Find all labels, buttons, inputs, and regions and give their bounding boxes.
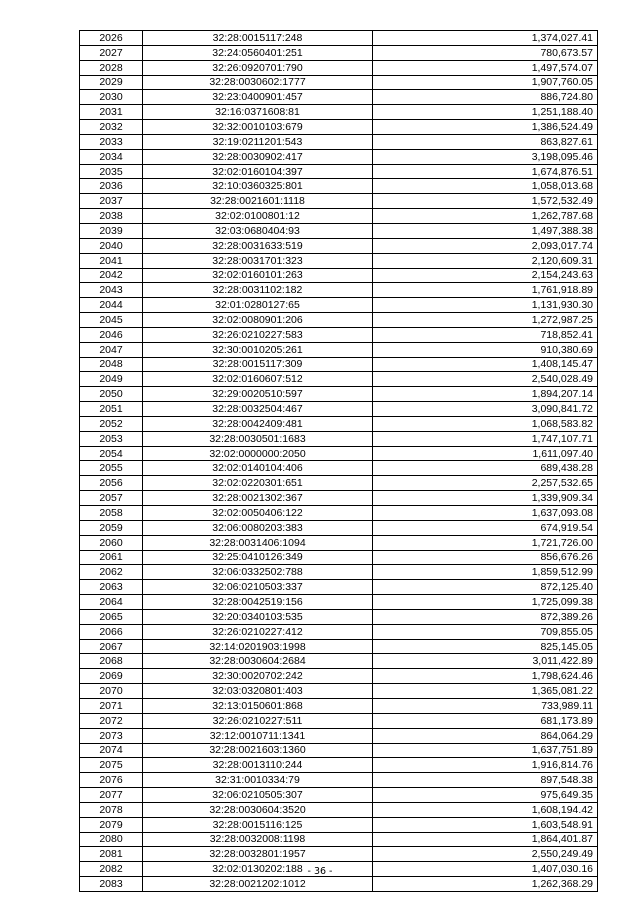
amount-cell: 2,154,243.63 (373, 268, 598, 283)
amount-cell: 1,674,876.51 (373, 164, 598, 179)
amount-cell: 1,603,548.91 (373, 817, 598, 832)
table-row (80, 758, 598, 773)
amount-cell: 2,257,532.65 (373, 476, 598, 491)
amount-cell: 689,438.28 (373, 461, 598, 476)
row-number-cell: 2078 (80, 802, 143, 817)
parcel-number-cell: 32:28:0042409:481 (143, 416, 373, 431)
parcel-number-cell: 32:13:0150601:868 (143, 698, 373, 713)
row-number-cell: 2081 (80, 847, 143, 862)
amount-cell: 1,262,787.68 (373, 209, 598, 224)
row-number-cell: 2083 (80, 877, 143, 892)
row-number-cell: 2077 (80, 788, 143, 803)
parcel-number-cell: 32:28:0021603:1360 (143, 743, 373, 758)
table-row (80, 209, 598, 224)
amount-cell: 1,408,145.47 (373, 357, 598, 372)
amount-cell: 1,272,987.25 (373, 313, 598, 328)
row-number-cell: 2066 (80, 624, 143, 639)
amount-cell: 910,380.69 (373, 342, 598, 357)
table-row (80, 313, 598, 328)
parcel-number-cell: 32:28:0031633:519 (143, 238, 373, 253)
table-row (80, 713, 598, 728)
parcel-number-cell: 32:28:0031102:182 (143, 283, 373, 298)
table-row (80, 238, 598, 253)
table-row (80, 179, 598, 194)
amount-cell: 897,548.38 (373, 773, 598, 788)
parcel-number-cell: 32:28:0015117:309 (143, 357, 373, 372)
parcel-number-cell: 32:28:0031701:323 (143, 253, 373, 268)
table-row (80, 149, 598, 164)
amount-cell: 1,721,726.00 (373, 535, 598, 550)
amount-cell: 864,064.29 (373, 728, 598, 743)
table-row (80, 535, 598, 550)
parcel-number-cell: 32:02:0140104:406 (143, 461, 373, 476)
parcel-number-cell: 32:30:0010205:261 (143, 342, 373, 357)
table-body (80, 31, 598, 892)
amount-cell: 1,608,194.42 (373, 802, 598, 817)
table-row (80, 580, 598, 595)
parcel-number-cell: 32:02:0080901:206 (143, 313, 373, 328)
parcel-number-cell: 32:06:0210505:307 (143, 788, 373, 803)
row-number-cell: 2067 (80, 639, 143, 654)
table-row (80, 476, 598, 491)
parcel-number-cell: 32:19:0211201:543 (143, 134, 373, 149)
table-row (80, 506, 598, 521)
row-number-cell: 2080 (80, 832, 143, 847)
parcel-number-cell: 32:29:0020510:597 (143, 387, 373, 402)
table-row (80, 743, 598, 758)
parcel-number-cell: 32:28:0015117:248 (143, 31, 373, 46)
row-number-cell: 2030 (80, 90, 143, 105)
amount-cell: 681,173.89 (373, 713, 598, 728)
row-number-cell: 2044 (80, 298, 143, 313)
table-row (80, 105, 598, 120)
amount-cell: 3,011,422.89 (373, 654, 598, 669)
row-number-cell: 2073 (80, 728, 143, 743)
row-number-cell: 2068 (80, 654, 143, 669)
parcel-number-cell: 32:28:0031406:1094 (143, 535, 373, 550)
row-number-cell: 2037 (80, 194, 143, 209)
row-number-cell: 2050 (80, 387, 143, 402)
parcel-number-cell: 32:28:0030902:417 (143, 149, 373, 164)
table-row (80, 164, 598, 179)
amount-cell: 1,497,388.38 (373, 223, 598, 238)
row-number-cell: 2048 (80, 357, 143, 372)
amount-cell: 718,852.41 (373, 327, 598, 342)
row-number-cell: 2055 (80, 461, 143, 476)
table-row (80, 773, 598, 788)
amount-cell: 825,145.05 (373, 639, 598, 654)
row-number-cell: 2045 (80, 313, 143, 328)
row-number-cell: 2079 (80, 817, 143, 832)
table-row (80, 283, 598, 298)
parcel-number-cell: 32:23:0400901:457 (143, 90, 373, 105)
table-row (80, 90, 598, 105)
row-number-cell: 2058 (80, 506, 143, 521)
row-number-cell: 2053 (80, 431, 143, 446)
amount-cell: 2,540,028.49 (373, 372, 598, 387)
parcel-number-cell: 32:26:0210227:511 (143, 713, 373, 728)
parcel-number-cell: 32:02:0160607:512 (143, 372, 373, 387)
amount-cell: 975,649.35 (373, 788, 598, 803)
parcel-number-cell: 32:24:0560401:251 (143, 45, 373, 60)
table-row (80, 624, 598, 639)
amount-cell: 856,676.26 (373, 550, 598, 565)
row-number-cell: 2052 (80, 416, 143, 431)
parcel-number-cell: 32:28:0030604:2684 (143, 654, 373, 669)
parcel-number-cell: 32:26:0210227:412 (143, 624, 373, 639)
table-row (80, 268, 598, 283)
row-number-cell: 2031 (80, 105, 143, 120)
table-row (80, 639, 598, 654)
amount-cell: 1,859,512.99 (373, 565, 598, 580)
table-row (80, 372, 598, 387)
amount-cell: 1,131,930.30 (373, 298, 598, 313)
row-number-cell: 2033 (80, 134, 143, 149)
table-row (80, 877, 598, 892)
amount-cell: 2,550,249.49 (373, 847, 598, 862)
parcel-number-cell: 32:03:0320801:403 (143, 684, 373, 699)
amount-cell: 1,637,093.08 (373, 506, 598, 521)
parcel-number-cell: 32:16:0371608:81 (143, 105, 373, 120)
table-row (80, 402, 598, 417)
row-number-cell: 2069 (80, 669, 143, 684)
parcel-number-cell: 32:14:0201903:1998 (143, 639, 373, 654)
amount-cell: 1,068,583.82 (373, 416, 598, 431)
row-number-cell: 2040 (80, 238, 143, 253)
parcel-number-cell: 32:02:0000000:2050 (143, 446, 373, 461)
table-row (80, 698, 598, 713)
amount-cell: 2,093,017.74 (373, 238, 598, 253)
parcel-number-cell: 32:06:0332502:788 (143, 565, 373, 580)
table-row (80, 342, 598, 357)
parcel-number-cell: 32:28:0030602:1777 (143, 75, 373, 90)
row-number-cell: 2038 (80, 209, 143, 224)
amount-cell: 1,339,909.34 (373, 491, 598, 506)
parcel-number-cell: 32:03:0680404:93 (143, 223, 373, 238)
row-number-cell: 2054 (80, 446, 143, 461)
amount-cell: 733,989.11 (373, 698, 598, 713)
amount-cell: 1,497,574.07 (373, 60, 598, 75)
table-row (80, 728, 598, 743)
parcel-number-cell: 32:02:0160104:397 (143, 164, 373, 179)
row-number-cell: 2074 (80, 743, 143, 758)
row-number-cell: 2059 (80, 520, 143, 535)
amount-cell: 1,637,751.89 (373, 743, 598, 758)
row-number-cell: 2035 (80, 164, 143, 179)
row-number-cell: 2061 (80, 550, 143, 565)
table-row (80, 595, 598, 610)
row-number-cell: 2041 (80, 253, 143, 268)
amount-cell: 1,407,030.16 (373, 862, 598, 877)
table-row (80, 832, 598, 847)
parcel-number-cell: 32:20:0340103:535 (143, 609, 373, 624)
table-row (80, 669, 598, 684)
parcel-number-cell: 32:28:0015116:125 (143, 817, 373, 832)
row-number-cell: 2027 (80, 45, 143, 60)
table-row (80, 847, 598, 862)
parcel-number-cell: 32:30:0020702:242 (143, 669, 373, 684)
parcel-number-cell: 32:06:0210503:337 (143, 580, 373, 595)
parcel-number-cell: 32:25:0410126:349 (143, 550, 373, 565)
table-row (80, 461, 598, 476)
row-number-cell: 2062 (80, 565, 143, 580)
table-row (80, 134, 598, 149)
table-row (80, 31, 598, 46)
parcel-number-cell: 32:32:0010103:679 (143, 120, 373, 135)
table-row (80, 520, 598, 535)
amount-cell: 1,374,027.41 (373, 31, 598, 46)
row-number-cell: 2028 (80, 60, 143, 75)
parcel-table (79, 30, 598, 892)
amount-cell: 1,725,099.38 (373, 595, 598, 610)
amount-cell: 3,198,095.46 (373, 149, 598, 164)
amount-cell: 872,389.26 (373, 609, 598, 624)
amount-cell: 780,673.57 (373, 45, 598, 60)
row-number-cell: 2026 (80, 31, 143, 46)
row-number-cell: 2051 (80, 402, 143, 417)
amount-cell: 1,262,368.29 (373, 877, 598, 892)
row-number-cell: 2056 (80, 476, 143, 491)
row-number-cell: 2063 (80, 580, 143, 595)
amount-cell: 863,827.61 (373, 134, 598, 149)
parcel-number-cell: 32:02:0130202:188 (143, 862, 373, 877)
amount-cell: 1,916,814.76 (373, 758, 598, 773)
table-row (80, 357, 598, 372)
parcel-number-cell: 32:02:0100801:12 (143, 209, 373, 224)
table-row (80, 194, 598, 209)
table-row (80, 565, 598, 580)
parcel-number-cell: 32:28:0042519:156 (143, 595, 373, 610)
table-row (80, 684, 598, 699)
row-number-cell: 2043 (80, 283, 143, 298)
table-row (80, 298, 598, 313)
table-row (80, 327, 598, 342)
row-number-cell: 2082 (80, 862, 143, 877)
parcel-number-cell: 32:28:0030501:1683 (143, 431, 373, 446)
amount-cell: 872,125.40 (373, 580, 598, 595)
row-number-cell: 2060 (80, 535, 143, 550)
parcel-number-cell: 32:28:0032008:1198 (143, 832, 373, 847)
amount-cell: 3,090,841.72 (373, 402, 598, 417)
row-number-cell: 2065 (80, 609, 143, 624)
amount-cell: 674,919.54 (373, 520, 598, 535)
data-table-container (79, 30, 598, 892)
row-number-cell: 2032 (80, 120, 143, 135)
row-number-cell: 2029 (80, 75, 143, 90)
parcel-number-cell: 32:28:0021302:367 (143, 491, 373, 506)
amount-cell: 1,894,207.14 (373, 387, 598, 402)
parcel-number-cell: 32:12:0010711:1341 (143, 728, 373, 743)
table-row (80, 609, 598, 624)
amount-cell: 1,907,760.05 (373, 75, 598, 90)
table-row (80, 45, 598, 60)
parcel-number-cell: 32:02:0050406:122 (143, 506, 373, 521)
table-row (80, 431, 598, 446)
table-row (80, 817, 598, 832)
parcel-number-cell: 32:26:0920701:790 (143, 60, 373, 75)
table-row (80, 550, 598, 565)
table-row (80, 654, 598, 669)
row-number-cell: 2070 (80, 684, 143, 699)
parcel-number-cell: 32:01:0280127:65 (143, 298, 373, 313)
amount-cell: 1,058,013.68 (373, 179, 598, 194)
row-number-cell: 2071 (80, 698, 143, 713)
table-row (80, 253, 598, 268)
table-row (80, 223, 598, 238)
amount-cell: 1,864,401.87 (373, 832, 598, 847)
row-number-cell: 2046 (80, 327, 143, 342)
table-row (80, 416, 598, 431)
row-number-cell: 2047 (80, 342, 143, 357)
amount-cell: 1,251,188.40 (373, 105, 598, 120)
row-number-cell: 2064 (80, 595, 143, 610)
parcel-number-cell: 32:02:0160101:263 (143, 268, 373, 283)
amount-cell: 1,386,524.49 (373, 120, 598, 135)
table-row (80, 60, 598, 75)
parcel-number-cell: 32:28:0032801:1957 (143, 847, 373, 862)
parcel-number-cell: 32:28:0021601:1118 (143, 194, 373, 209)
parcel-number-cell: 32:28:0030604:3520 (143, 802, 373, 817)
table-row (80, 802, 598, 817)
table-row (80, 446, 598, 461)
parcel-number-cell: 32:28:0032504:467 (143, 402, 373, 417)
page-number: - 36 - (307, 866, 333, 877)
row-number-cell: 2034 (80, 149, 143, 164)
amount-cell: 1,365,081.22 (373, 684, 598, 699)
amount-cell: 709,855.05 (373, 624, 598, 639)
parcel-number-cell: 32:28:0021202:1012 (143, 877, 373, 892)
row-number-cell: 2072 (80, 713, 143, 728)
row-number-cell: 2036 (80, 179, 143, 194)
parcel-number-cell: 32:02:0220301:651 (143, 476, 373, 491)
row-number-cell: 2042 (80, 268, 143, 283)
amount-cell: 1,572,532.49 (373, 194, 598, 209)
table-row (80, 120, 598, 135)
row-number-cell: 2075 (80, 758, 143, 773)
amount-cell: 1,747,107.71 (373, 431, 598, 446)
table-row (80, 491, 598, 506)
table-row (80, 387, 598, 402)
amount-cell: 1,761,918.89 (373, 283, 598, 298)
parcel-number-cell: 32:31:0010334:79 (143, 773, 373, 788)
table-row (80, 75, 598, 90)
parcel-number-cell: 32:10:0360325:801 (143, 179, 373, 194)
amount-cell: 886,724.80 (373, 90, 598, 105)
row-number-cell: 2076 (80, 773, 143, 788)
parcel-number-cell: 32:06:0080203:383 (143, 520, 373, 535)
parcel-number-cell: 32:28:0013110:244 (143, 758, 373, 773)
row-number-cell: 2057 (80, 491, 143, 506)
amount-cell: 1,798,624.46 (373, 669, 598, 684)
amount-cell: 1,611,097.40 (373, 446, 598, 461)
parcel-number-cell: 32:26:0210227:583 (143, 327, 373, 342)
table-row (80, 788, 598, 803)
row-number-cell: 2039 (80, 223, 143, 238)
row-number-cell: 2049 (80, 372, 143, 387)
amount-cell: 2,120,609.31 (373, 253, 598, 268)
